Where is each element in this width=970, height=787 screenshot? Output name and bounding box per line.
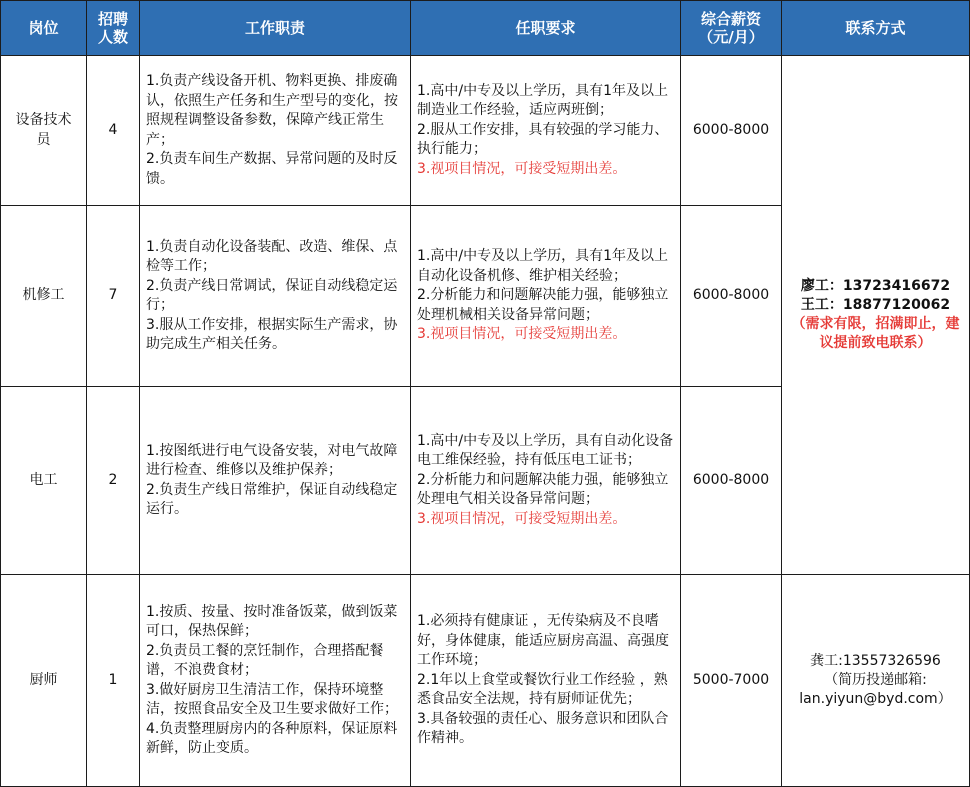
count-cell: 7 [87,206,140,387]
requirement-item: 1.高中/中专及以上学历，具有自动化设备电工维保经验，持有低压电工证书； [417,432,674,469]
contact-note: （需求有限，招满即止，建议提前致电联系） [791,316,960,351]
requirement-item: 2.服从工作安排，具有较强的学习能力、执行能力； [417,121,669,158]
table-body [1,56,970,787]
salary-cell: 5000-7000 [681,575,782,787]
contact-block [788,277,963,353]
header-position: 岗位 [1,1,87,56]
salary-cell: 6000-8000 [681,206,782,387]
count-cell: 1 [87,575,140,787]
requirement-item: 2.分析能力和问题解决能力强，能够独立处理机械相关设备异常问题； [417,287,669,323]
requirement-note: 3.视项目情况，可接受短期出差。 [417,326,627,343]
requirements-cell [411,575,681,787]
duty-item: 3.做好厨房卫生清洁工作，保持环境整洁，按照食品安全及卫生要求做好工作； [146,681,398,717]
duties-cell [140,387,411,575]
header-salary-line1: 综合薪资 [700,10,761,28]
salary-cell: 6000-8000 [681,387,782,575]
position-cell: 电工 [1,387,87,575]
contact-cell-group [782,56,970,575]
duty-item: 4.负责整理厨房内的各种原料，保证原料新鲜，防止变质。 [146,720,398,756]
header-duties: 工作职责 [140,1,411,56]
position-cell [1,56,87,206]
duty-item: 1.负责产线设备开机、物料更换、排废确认，依照生产任务和生产型号的变化，按照规程调整设备参数，保障产线正常生产； [146,73,398,148]
contact-email: lan.yiyun@byd.com） [799,691,952,707]
header-count-label: 招聘人数 [97,10,128,46]
requirement-item: 1.高中/中专及以上学历，具有1年及以上制造业工作经验，适应两班倒； [417,82,668,119]
header-contact: 联系方式 [782,1,970,56]
duty-item: 1.负责自动化设备装配、改造、维保、点检等工作； [146,238,398,274]
position-cell: 机修工 [1,206,87,387]
requirement-item: 1.必须持有健康证 ，无传染病及不良嗜好，身体健康，能适应厨房高温、高强度工作环境； [417,613,669,669]
duty-item: 1.按质、按量、按时准备饭菜，做到饭菜可口，保热保鲜； [146,603,398,639]
requirement-note: 3.视项目情况，可接受短期出差。 [417,510,627,527]
salary-cell: 6000-8000 [681,56,782,206]
requirement-item: 1.高中/中专及以上学历，具有1年及以上自动化设备机修、维护相关经验； [417,248,668,284]
contact-line: 王工：18877120062 [800,297,951,313]
count-cell: 4 [87,56,140,206]
duties-cell [140,575,411,787]
contact-line: 龚工:13557326596 [810,653,941,669]
table-row [1,56,970,206]
duty-item: 1.按图纸进行电气设备安装，对电气故障进行检查、维修以及维护保养； [146,442,398,478]
duty-item: 2.负责产线日常调试，保证自动线稳定运行； [146,277,398,313]
position-label: 设备技术员 [15,112,72,148]
duty-item: 3.服从工作安排，根据实际生产需求，协助完成生产相关任务。 [146,316,398,352]
contact-cell-chef [782,575,970,787]
contact-line: 廖工：13723416672 [800,278,951,294]
requirements-cell [411,56,681,206]
table-row [1,575,970,787]
requirement-item: 2.分析能力和问题解决能力强，能够独立处理电气相关设备异常问题； [417,471,669,508]
contact-line: （简历投递邮箱: [824,672,927,688]
header-salary-line2: （元/月） [698,28,764,46]
duties-cell [140,56,411,206]
duties-cell [140,206,411,387]
table-header [1,1,970,56]
header-requirements: 任职要求 [411,1,681,56]
duty-item: 2.负责生产线日常维护，保证自动线稳定运行。 [146,481,398,517]
requirement-item: 3.具备较强的责任心、服务意识和团队合作精神。 [417,710,669,747]
requirements-cell [411,387,681,575]
contact-block [788,652,963,709]
header-count [87,1,140,56]
duty-item: 2.负责员工餐的烹饪制作，合理搭配餐谱，不浪费食材； [146,642,384,678]
requirement-item: 2.1年以上食堂或餐饮行业工作经验 ，熟悉食品安全法规，持有厨师证优先； [417,671,668,708]
duty-item: 2.负责车间生产数据、异常问题的及时反馈。 [146,151,398,187]
requirement-note: 3.视项目情况，可接受短期出差。 [417,160,627,177]
position-cell: 厨师 [1,575,87,787]
header-salary [681,1,782,56]
header-row [1,1,970,56]
count-cell: 2 [87,387,140,575]
requirements-cell [411,206,681,387]
